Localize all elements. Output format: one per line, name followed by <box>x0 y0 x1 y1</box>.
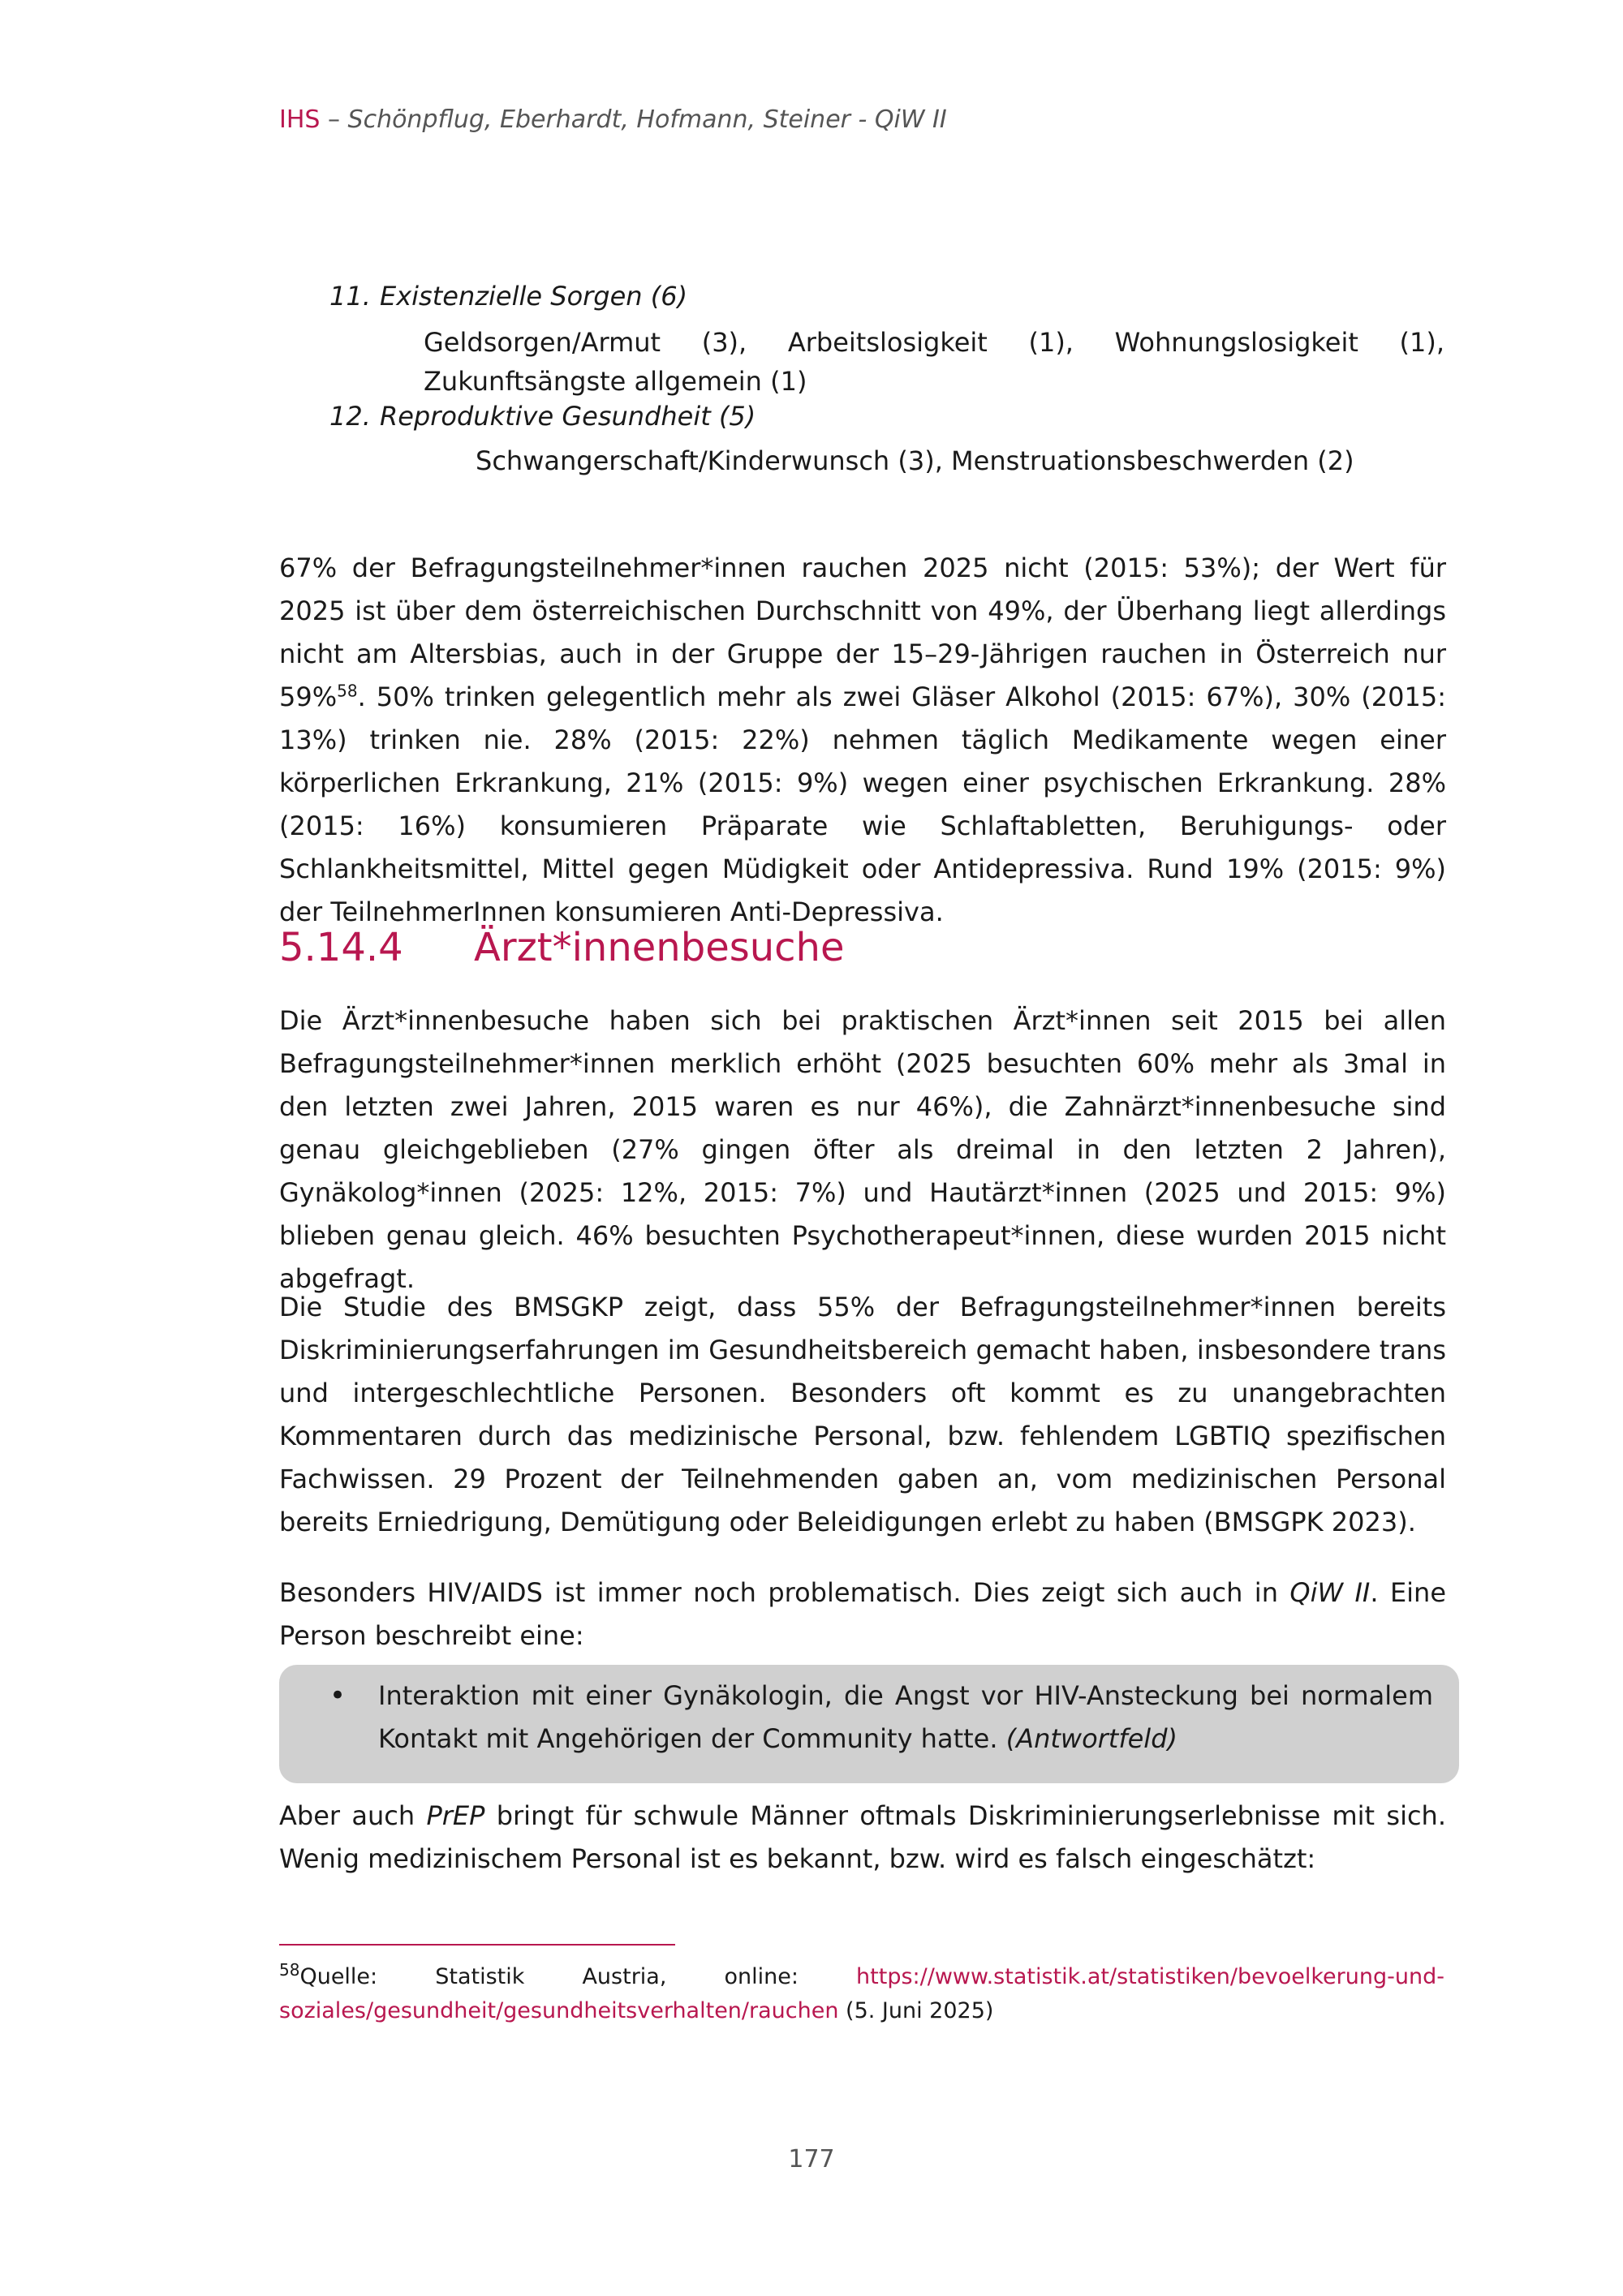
term-prep: PrEP <box>426 1800 485 1831</box>
paragraph-text: Besonders HIV/AIDS ist immer noch problematisch. Dies zeigt sich auch in <box>279 1577 1290 1608</box>
footnote-lead <box>279 1960 378 1989</box>
detail-word: (3), <box>701 327 747 358</box>
quote-text <box>378 1675 1433 1761</box>
detail-word: Arbeitslosigkeit <box>787 327 988 358</box>
section-title: Ärzt*innenbesuche <box>474 925 845 970</box>
section-number: 5.14.4 <box>279 925 403 970</box>
paragraph-text: . Eine Person beschreibt eine: <box>279 1577 1447 1651</box>
footnote-divider <box>279 1944 675 1946</box>
footnote-line <box>279 1960 1444 1994</box>
footnote-line <box>279 1994 1444 2028</box>
footnote-link[interactable]: soziales/gesundheit/gesundheitsverhalten/rauchen <box>279 1998 839 2023</box>
list-item-number: 11. <box>329 281 371 312</box>
body-paragraph <box>279 1795 1446 1881</box>
footnote-reference[interactable]: 58 <box>337 681 358 701</box>
footnote-label: Quelle: <box>299 1964 378 1989</box>
paragraph-text: . 50% trinken gelegentlich mehr als zwei Gläser Alkohol (2015: 67%), 30% (2015: 13%) trinken nie. 28% (2015: 22%) nehmen täglich Medikamente wegen einer körperlichen Erkrankung, 21% (2015: 9%) wegen einer psychischen Erkrankung. 28% (2015: 16%) konsumieren Präparate wie Schlaftabletten, Beruhigungs- oder Schlankheitsmittel, Mittel gegen Müdigkeit oder Antidepressiva. Rund 19% (2015: 9%) der TeilnehmerInnen konsumieren Anti-Depressiva. <box>279 681 1446 927</box>
quote-body: Interaktion mit einer Gynäkologin, die Angst vor HIV-Ansteckung bei normalem Kontakt mit Angehörigen der Community hatte. <box>378 1680 1433 1754</box>
body-paragraph <box>279 547 1446 934</box>
footnote-word: online: <box>724 1964 799 1989</box>
detail-word: (1), <box>1028 327 1074 358</box>
footnote <box>279 1960 1444 2028</box>
body-paragraph <box>279 1572 1446 1658</box>
detail-word: Wohnungslosigkeit <box>1114 327 1358 358</box>
list-item-heading: Reproduktive Gesundheit (5) <box>380 401 756 432</box>
study-name: QiW II <box>1289 1577 1371 1608</box>
section-heading <box>279 925 845 970</box>
running-header <box>279 105 947 134</box>
list-item-details-line <box>424 323 1444 362</box>
list-item-title <box>329 281 687 312</box>
paragraph-text: 67% der Befragungsteilnehmer*innen rauchen 2025 nicht (2015: 53%); der Wert für 2025 ist über dem österreichischen Durchschnitt von 49%, der Überhang liegt allerdings nicht am Altersbias, auch in der Gruppe der 15–29-Jährigen rauchen in Österreich nur 59% <box>279 553 1446 712</box>
footnote-word: Austria, <box>582 1964 667 1989</box>
footnote-number: 58 <box>279 1960 300 1980</box>
footnote-date: (5. Juni 2025) <box>838 1998 994 2023</box>
list-item-details-line: Schwangerschaft/Kinderwunsch (3), Menstruationsbeschwerden (2) <box>476 445 1354 476</box>
list-item-title <box>329 401 756 432</box>
page-number: 177 <box>788 2145 835 2173</box>
list-item-number: 12. <box>329 401 371 432</box>
body-paragraph: Die Studie des BMSGKP zeigt, dass 55% der Befragungsteilnehmer*innen bereits Diskriminierungserfahrungen im Gesundheitsbereich gemacht haben, insbesondere trans und intergeschlechtliche Personen. Besonders oft kommt es zu unangebrachten Kommentaren durch das medizinische Personal, bzw. fehlendem LGBTIQ spezifischen Fachwissen. 29 Prozent der Teilnehmenden gaben an, vom medizinischen Personal bereits Erniedrigung, Demütigung oder Beleidigungen erlebt zu haben (BMSGPK 2023). <box>279 1292 1446 1537</box>
body-paragraph: Die Ärzt*innenbesuche haben sich bei praktischen Ärzt*innen seit 2015 bei allen Befragungsteilnehmer*innen merklich erhöht (2025 besuchten 60% mehr als 3mal in den letzten zwei Jahren, 2015 waren es nur 46%), die Zahnärzt*innenbesuche sind genau gleichgeblieben (27% gingen öfter als dreimal in den letzten 2 Jahren), Gynäkolog*innen (2025: 12%, 2015: 7%) und Hautärzt*innen (2025 und 2015: 9%) blieben genau gleich. 46% besuchten Psychotherapeut*innen, diese wurden 2015 nicht abgefragt. <box>279 1005 1446 1294</box>
paragraph-text: Aber auch <box>279 1800 427 1831</box>
footnote-word: Statistik <box>435 1964 525 1989</box>
detail-word: Geldsorgen/Armut <box>424 327 661 358</box>
list-item-heading: Existenzielle Sorgen (6) <box>380 281 688 312</box>
detail-word: (1), <box>1399 327 1445 358</box>
list-item-details-line: Zukunftsängste allgemein (1) <box>424 366 807 397</box>
quote-box <box>279 1665 1459 1783</box>
header-org: IHS <box>279 105 321 134</box>
bullet-icon: • <box>329 1679 347 1712</box>
header-authors: Schönpflug, Eberhardt, Hofmann, Steiner - QiW II <box>347 105 947 134</box>
paragraph-text: bringt für schwule Männer oftmals Diskriminierungserlebnisse mit sich. Wenig medizinischem Personal ist es bekannt, bzw. wird es falsch eingeschätzt: <box>279 1800 1447 1874</box>
header-dash: – <box>320 105 348 134</box>
quote-source: (Antwortfeld) <box>1005 1723 1177 1754</box>
footnote-link[interactable]: https://www.statistik.at/statistiken/bevoelkerung-und- <box>856 1964 1444 1989</box>
